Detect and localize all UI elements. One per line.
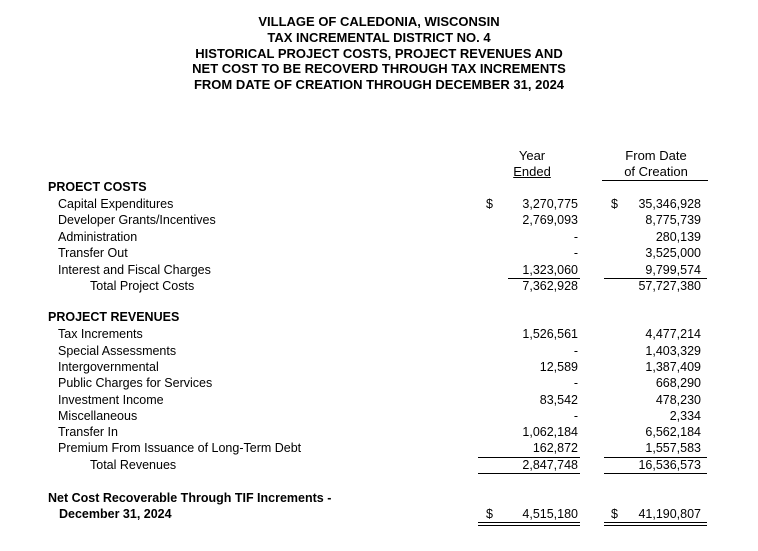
currency-symbol: $ [486, 507, 493, 521]
row-label: Investment Income [58, 393, 164, 407]
value-total: 2,334 [669, 409, 701, 423]
value-total: 280,139 [655, 230, 701, 244]
value-year: 2,769,093 [522, 213, 578, 227]
row-label: Transfer Out [58, 246, 128, 260]
row-label: Administration [58, 230, 138, 244]
value-total: 9,799,574 [645, 263, 701, 277]
total-rule [604, 473, 707, 474]
row-label: Developer Grants/Incentives [58, 213, 216, 227]
value-total: 1,557,583 [645, 441, 701, 455]
value-year: - [573, 230, 578, 244]
column-header-from-date [605, 148, 707, 180]
table-row [0, 229, 758, 245]
double-rule [604, 522, 707, 523]
double-rule [478, 525, 580, 526]
table-row [0, 262, 758, 278]
value-year: - [573, 246, 578, 260]
column-header-year-ended [494, 148, 570, 180]
table-row [0, 408, 758, 424]
value-total: 16,536,573 [638, 458, 701, 472]
value-total: 41,190,807 [638, 507, 701, 521]
value-year: 12,589 [539, 360, 578, 374]
currency-symbol: $ [611, 507, 618, 521]
column-header-line: From Date [625, 148, 687, 163]
value-total: 478,230 [655, 393, 701, 407]
row-label: Interest and Fiscal Charges [58, 263, 211, 277]
value-year: 162,872 [532, 441, 578, 455]
table-row [0, 196, 758, 212]
currency-symbol: $ [486, 197, 493, 211]
column-header-underline [602, 180, 708, 181]
double-rule [604, 525, 707, 526]
title-line: VILLAGE OF CALEDONIA, WISCONSIN [258, 14, 500, 29]
value-year: 1,323,060 [522, 263, 578, 277]
value-year: 7,362,928 [522, 279, 578, 293]
table-row [0, 245, 758, 261]
net-cost-label-line: Net Cost Recoverable Through TIF Increments - [48, 491, 332, 505]
value-total: 35,346,928 [638, 197, 701, 211]
table-row [0, 392, 758, 408]
column-header-line: Ended [513, 164, 551, 179]
value-total: 8,775,739 [645, 213, 701, 227]
total-row [0, 278, 758, 294]
title-line: TAX INCREMENTAL DISTRICT NO. 4 [267, 29, 491, 45]
row-label: Public Charges for Services [58, 376, 213, 390]
column-header-line: of Creation [624, 164, 688, 179]
value-year: 83,542 [539, 393, 578, 407]
value-year: - [573, 376, 578, 390]
column-header-line: Year [518, 148, 546, 163]
section-heading-revenues: PROJECT REVENUES [48, 310, 180, 324]
net-cost-label-line: December 31, 2024 [59, 507, 172, 521]
double-rule [478, 522, 580, 523]
row-label: Special Assessments [58, 344, 177, 358]
total-row [0, 457, 758, 473]
row-label: Intergovernmental [58, 360, 159, 374]
row-label: Transfer In [58, 425, 118, 439]
table-row [0, 359, 758, 375]
row-label: Tax Increments [58, 327, 143, 341]
row-label: Premium From Issuance of Long-Term Debt [58, 441, 302, 455]
table-row [0, 343, 758, 359]
value-year: - [573, 344, 578, 358]
table-row [0, 440, 758, 456]
value-year: 1,062,184 [522, 425, 578, 439]
title-line: FROM DATE OF CREATION THROUGH DECEMBER 31, 2024 [193, 77, 565, 93]
value-total: 6,562,184 [645, 425, 701, 439]
value-total: 4,477,214 [645, 327, 701, 341]
value-total: 1,403,329 [645, 344, 701, 358]
total-rule [478, 473, 580, 474]
table-row [0, 212, 758, 228]
report-title [0, 14, 758, 93]
title-line: HISTORICAL PROJECT COSTS, PROJECT REVENUES AND [195, 45, 563, 61]
value-year: 4,515,180 [522, 507, 578, 521]
currency-symbol: $ [611, 197, 618, 211]
value-year: 2,847,748 [522, 458, 578, 472]
value-total: 57,727,380 [638, 279, 701, 293]
value-year: 3,270,775 [522, 197, 578, 211]
net-cost-row [0, 506, 758, 522]
row-label: Capital Expenditures [58, 197, 174, 211]
row-label: Miscellaneous [58, 409, 138, 423]
table-row [0, 375, 758, 391]
title-line: NET COST TO BE RECOVERD THROUGH TAX INCREMENTS [192, 61, 566, 77]
value-year: 1,526,561 [522, 327, 578, 341]
value-total: 668,290 [655, 376, 701, 390]
section-heading-costs: PROECT COSTS [48, 180, 147, 194]
value-total: 3,525,000 [645, 246, 701, 260]
table-row [0, 326, 758, 342]
total-label: Total Revenues [90, 458, 177, 472]
value-total: 1,387,409 [645, 360, 701, 374]
value-year: - [573, 409, 578, 423]
table-row [0, 424, 758, 440]
total-label: Total Project Costs [90, 279, 195, 293]
